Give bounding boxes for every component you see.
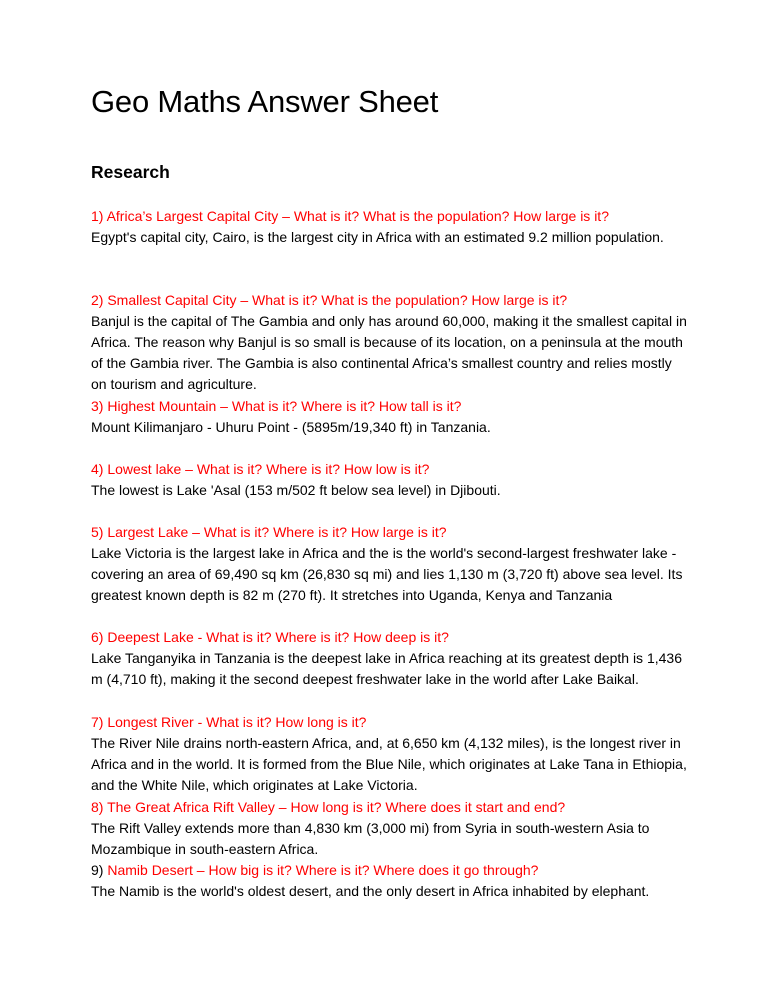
question-5: [91, 522, 691, 543]
section-heading-research: Research: [91, 162, 170, 182]
question-number: 9): [91, 862, 104, 878]
question-number: 8): [91, 799, 104, 815]
question-6: [91, 627, 691, 648]
qa-item-2: [91, 290, 691, 395]
question-9: [91, 860, 691, 881]
answer-7: The River Nile drains north-eastern Africa, and, at 6,650 km (4,132 miles), is the longest river in Africa and in the world. It is formed from the Blue Nile, which originates at Lake Tana in Ethiopia, and the White Nile, which originates at Lake Victoria.: [91, 735, 687, 793]
answer-3: Mount Kilimanjaro - Uhuru Point - (5895m/19,340 ft) in Tanzania.: [91, 419, 491, 435]
question-text: Africa’s Largest Capital City – What is it? What is the population? How large is it?: [103, 208, 609, 224]
question-text: Largest Lake – What is it? Where is it? How large is it?: [103, 524, 447, 540]
question-2: [91, 290, 691, 311]
qa-item-5: [91, 522, 691, 606]
question-text: Namib Desert – How big is it? Where is it? Where does it go through?: [103, 862, 539, 878]
question-number: 5): [91, 524, 104, 540]
qa-item-3: [91, 396, 691, 438]
question-text: Smallest Capital City – What is it? What is the population? How large is it?: [103, 292, 568, 308]
question-7: [91, 712, 691, 733]
answer-8: The Rift Valley extends more than 4,830 km (3,000 mi) from Syria in south-western Asia to Mozambique in south-eastern Africa.: [91, 820, 650, 857]
qa-item-6: [91, 627, 691, 690]
question-text: Lowest lake – What is it? Where is it? How low is it?: [103, 461, 430, 477]
qa-item-8: [91, 797, 691, 860]
question-number: 4): [91, 461, 104, 477]
question-number: 1): [91, 208, 104, 224]
question-number: 6): [91, 629, 104, 645]
qa-item-1: [91, 206, 691, 248]
question-number: 2): [91, 292, 104, 308]
question-text: Longest River - What is it? How long is it?: [103, 714, 367, 730]
qa-item-7: [91, 712, 691, 796]
answer-2: Banjul is the capital of The Gambia and only has around 60,000, making it the smallest capital in Africa. The reason why Banjul is so small is because of its location, on a peninsula at the mouth of the Gambia river. The Gambia is also continental Africa’s smallest country and relies mostly on tourism and agriculture.: [91, 313, 687, 392]
answer-4: The lowest is Lake 'Asal (153 m/502 ft below sea level) in Djibouti.: [91, 482, 501, 498]
question-4: [91, 459, 691, 480]
question-number: 3): [91, 398, 104, 414]
answer-9: The Namib is the world's oldest desert, and the only desert in Africa inhabited by elephant.: [91, 883, 650, 899]
answer-1: Egypt's capital city, Cairo, is the largest city in Africa with an estimated 9.2 million population.: [91, 229, 664, 245]
question-text: The Great Africa Rift Valley – How long is it? Where does it start and end?: [103, 799, 566, 815]
question-3: [91, 396, 691, 417]
question-8: [91, 797, 691, 818]
answer-5: Lake Victoria is the largest lake in Africa and the is the world's second-largest freshwater lake - covering an area of 69,490 sq km (26,830 sq mi) and lies 1,130 m (3,720 ft) above sea level. Its greatest known depth is 82 m (270 ft). It stretches into Uganda, Kenya and Tanzania: [91, 545, 683, 603]
question-number: 7): [91, 714, 104, 730]
qa-item-9: [91, 860, 691, 902]
question-text: Highest Mountain – What is it? Where is it? How tall is it?: [103, 398, 462, 414]
qa-item-4: [91, 459, 691, 501]
answer-6: Lake Tanganyika in Tanzania is the deepest lake in Africa reaching at its greatest depth is 1,436 m (4,710 ft), making it the second deepest freshwater lake in the world after Lake Baikal.: [91, 650, 682, 687]
question-text: Deepest Lake - What is it? Where is it? How deep is it?: [103, 629, 449, 645]
question-1: [91, 206, 691, 227]
document-title: Geo Maths Answer Sheet: [91, 84, 439, 119]
